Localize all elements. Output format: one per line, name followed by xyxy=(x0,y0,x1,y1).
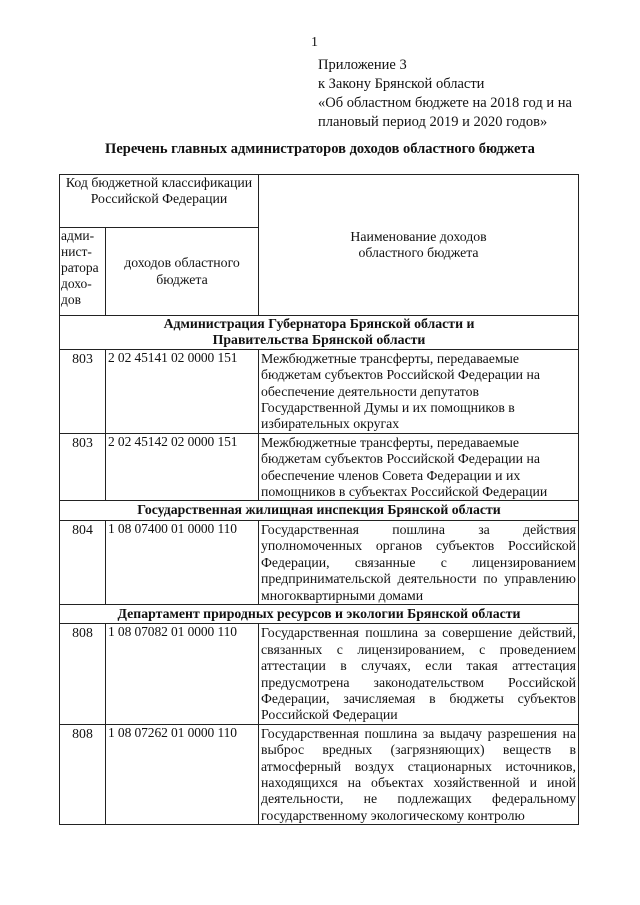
section-title: Администрация Губернатора Брянской области и Правительства Брянской области xyxy=(60,316,579,350)
admin-column-header: адми-нист-ратора дохо-дов xyxy=(60,228,106,316)
revenue-code: 2 02 45142 02 0000 151 xyxy=(106,433,259,501)
table-header-row xyxy=(60,175,579,228)
name-column-header: Наименование доходов областного бюджета xyxy=(259,175,579,316)
admin-code: 803 xyxy=(60,349,106,433)
table-row xyxy=(60,349,579,433)
section-title: Департамент природных ресурсов и экологии Брянской области xyxy=(60,604,579,623)
revenue-code: 1 08 07082 01 0000 110 xyxy=(106,624,259,724)
appendix-line: плановый период 2019 и 2020 годов» xyxy=(318,114,548,130)
appendix-line: к Закону Брянской области xyxy=(318,76,485,92)
revenue-name: Межбюджетные трансферты, передаваемые бюджетам субъектов Российской Федерации на обеспечение членов Совета Федерации и их помощников в субъектах Российской Федерации xyxy=(259,433,579,501)
code-group-header: Код бюджетной классификации Российской Федерации xyxy=(60,175,259,228)
document-title: Перечень главных администраторов доходов областного бюджета xyxy=(105,141,535,157)
admin-code: 803 xyxy=(60,433,106,501)
revenue-code: 1 08 07262 01 0000 110 xyxy=(106,724,259,824)
revenue-name: Государственная пошлина за действия уполномоченных органов субъектов Российской Федерации, связанные с лицензированием предпринимательской деятельности по управлению многоквартирными домами xyxy=(259,520,579,604)
revenue-column-header: доходов областного бюджета xyxy=(106,228,259,316)
revenue-administrators-table xyxy=(59,174,579,825)
page-number: 1 xyxy=(311,35,318,50)
appendix-block xyxy=(318,56,572,132)
revenue-name: Государственная пошлина за выдачу разрешения на выброс вредных (загрязняющих) веществ в атмосферный воздух стационарных источников, находящихся на объектах хозяйственной и иной деятельности, не подлежащих федеральному государственному экологическому контролю xyxy=(259,724,579,824)
table-row xyxy=(60,433,579,501)
table-row xyxy=(60,520,579,604)
table-row xyxy=(60,724,579,824)
section-title: Государственная жилищная инспекция Брянской области xyxy=(60,501,579,520)
revenue-code: 2 02 45141 02 0000 151 xyxy=(106,349,259,433)
admin-code: 808 xyxy=(60,724,106,824)
revenue-code: 1 08 07400 01 0000 110 xyxy=(106,520,259,604)
section-row xyxy=(60,316,579,350)
revenue-name: Межбюджетные трансферты, передаваемые бюджетам субъектов Российской Федерации на обеспечение деятельности депутатов Государственной Думы и их помощников в избирательных округах xyxy=(259,349,579,433)
table-row xyxy=(60,624,579,724)
appendix-line: «Об областном бюджете на 2018 год и на xyxy=(318,95,572,111)
admin-code: 808 xyxy=(60,624,106,724)
admin-code: 804 xyxy=(60,520,106,604)
appendix-line: Приложение 3 xyxy=(318,57,407,73)
revenue-name: Государственная пошлина за совершение действий, связанных с лицензированием, с проведением аттестации в случаях, если такая аттестация предусмотрена законодательством Российской Федерации, зачисляемая в бюджеты субъектов Российской Федерации xyxy=(259,624,579,724)
section-row xyxy=(60,501,579,520)
section-row xyxy=(60,604,579,623)
